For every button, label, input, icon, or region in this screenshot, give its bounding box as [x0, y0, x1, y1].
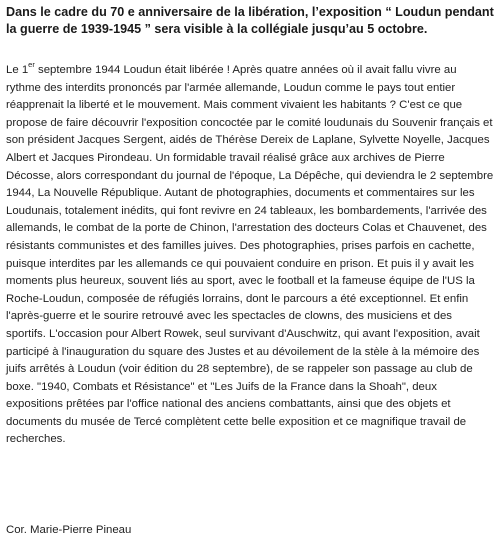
- article-container: [6, 4, 494, 449]
- ordinal-superscript: er: [28, 60, 35, 70]
- article-byline: Cor. Marie-Pierre Pineau: [6, 524, 132, 536]
- article-headline: Dans le cadre du 70 e anniversaire de la libération, l’exposition “ Loudun pendant la guerre de 1939-1945 ” sera visible à la collégiale jusqu’au 5 octobre.: [6, 5, 494, 36]
- article-text: septembre 1944 Loudun était libérée ! Après quatre années où il avait fallu vivre au rythme des interdits prononcés par l'armée allemande, Loudun comme le pays tout entier réapprenait la liberté et le mouvement. Mais comment vivaient les habitants ? C'est ce que propose de faire découvrir l'exposition concoctée par le comité loudunais du Souvenir français et son président Jacques Sergent, aidés de Thérèse Dereix de Laplane, Sylvette Noyelle, Jacques Albert et Jacques Pirondeau. Un formidable travail réalisé grâce aux archives de Pierre Décosse, alors correspondant du journal de l'époque, La Dépêche, qui deviendra le 2 septembre 1944, La Nouvelle République. Autant de photographies, documents et commentaires sur les Loudunais, totalement inédits, qui font revivre en 24 tableaux, les bombardements, l'arrivée des allemands, le combat de la porte de Chinon, l'arrestation des docteurs Colas et Chauvenet, des résistants communistes et des familles juives. Des photographies, prises parfois en cachette, puisque interdites par les allemands ce qui pouvaient conduire en prison. Et puis il y avait les moments plus heureux, souvent liés au sport, avec le football et la fameuse équipe de l'US la Roche-Loudun, composée de réfugiés lorrains, dont le parcours a été exceptionnel. Et enfin l'après-guerre et le sourire retrouvé avec les spectacles de clowns, des musiciens et des sportifs. L'occasion pour Albert Rowek, seul survivant d'Auschwitz, qui avant l'exposition, avait participé à l'inauguration du square des Justes et au dévoilement de la stèle à la mémoire des juifs arrêtés à Loudun (voir édition du 28 septembre), de se rappeler son passage au club de boxe. "1940, Combats et Résistance" et "Les Juifs de la France dans la Shoah", deux expositions prêtées par l'office national des anciens combattants, ainsi que des objets et documents du musée de Tercé complètent cette belle exposition et ce magnifique travail de recherches.: [6, 64, 494, 446]
- article-body: [6, 62, 494, 449]
- article-intro: Le 1: [6, 64, 29, 76]
